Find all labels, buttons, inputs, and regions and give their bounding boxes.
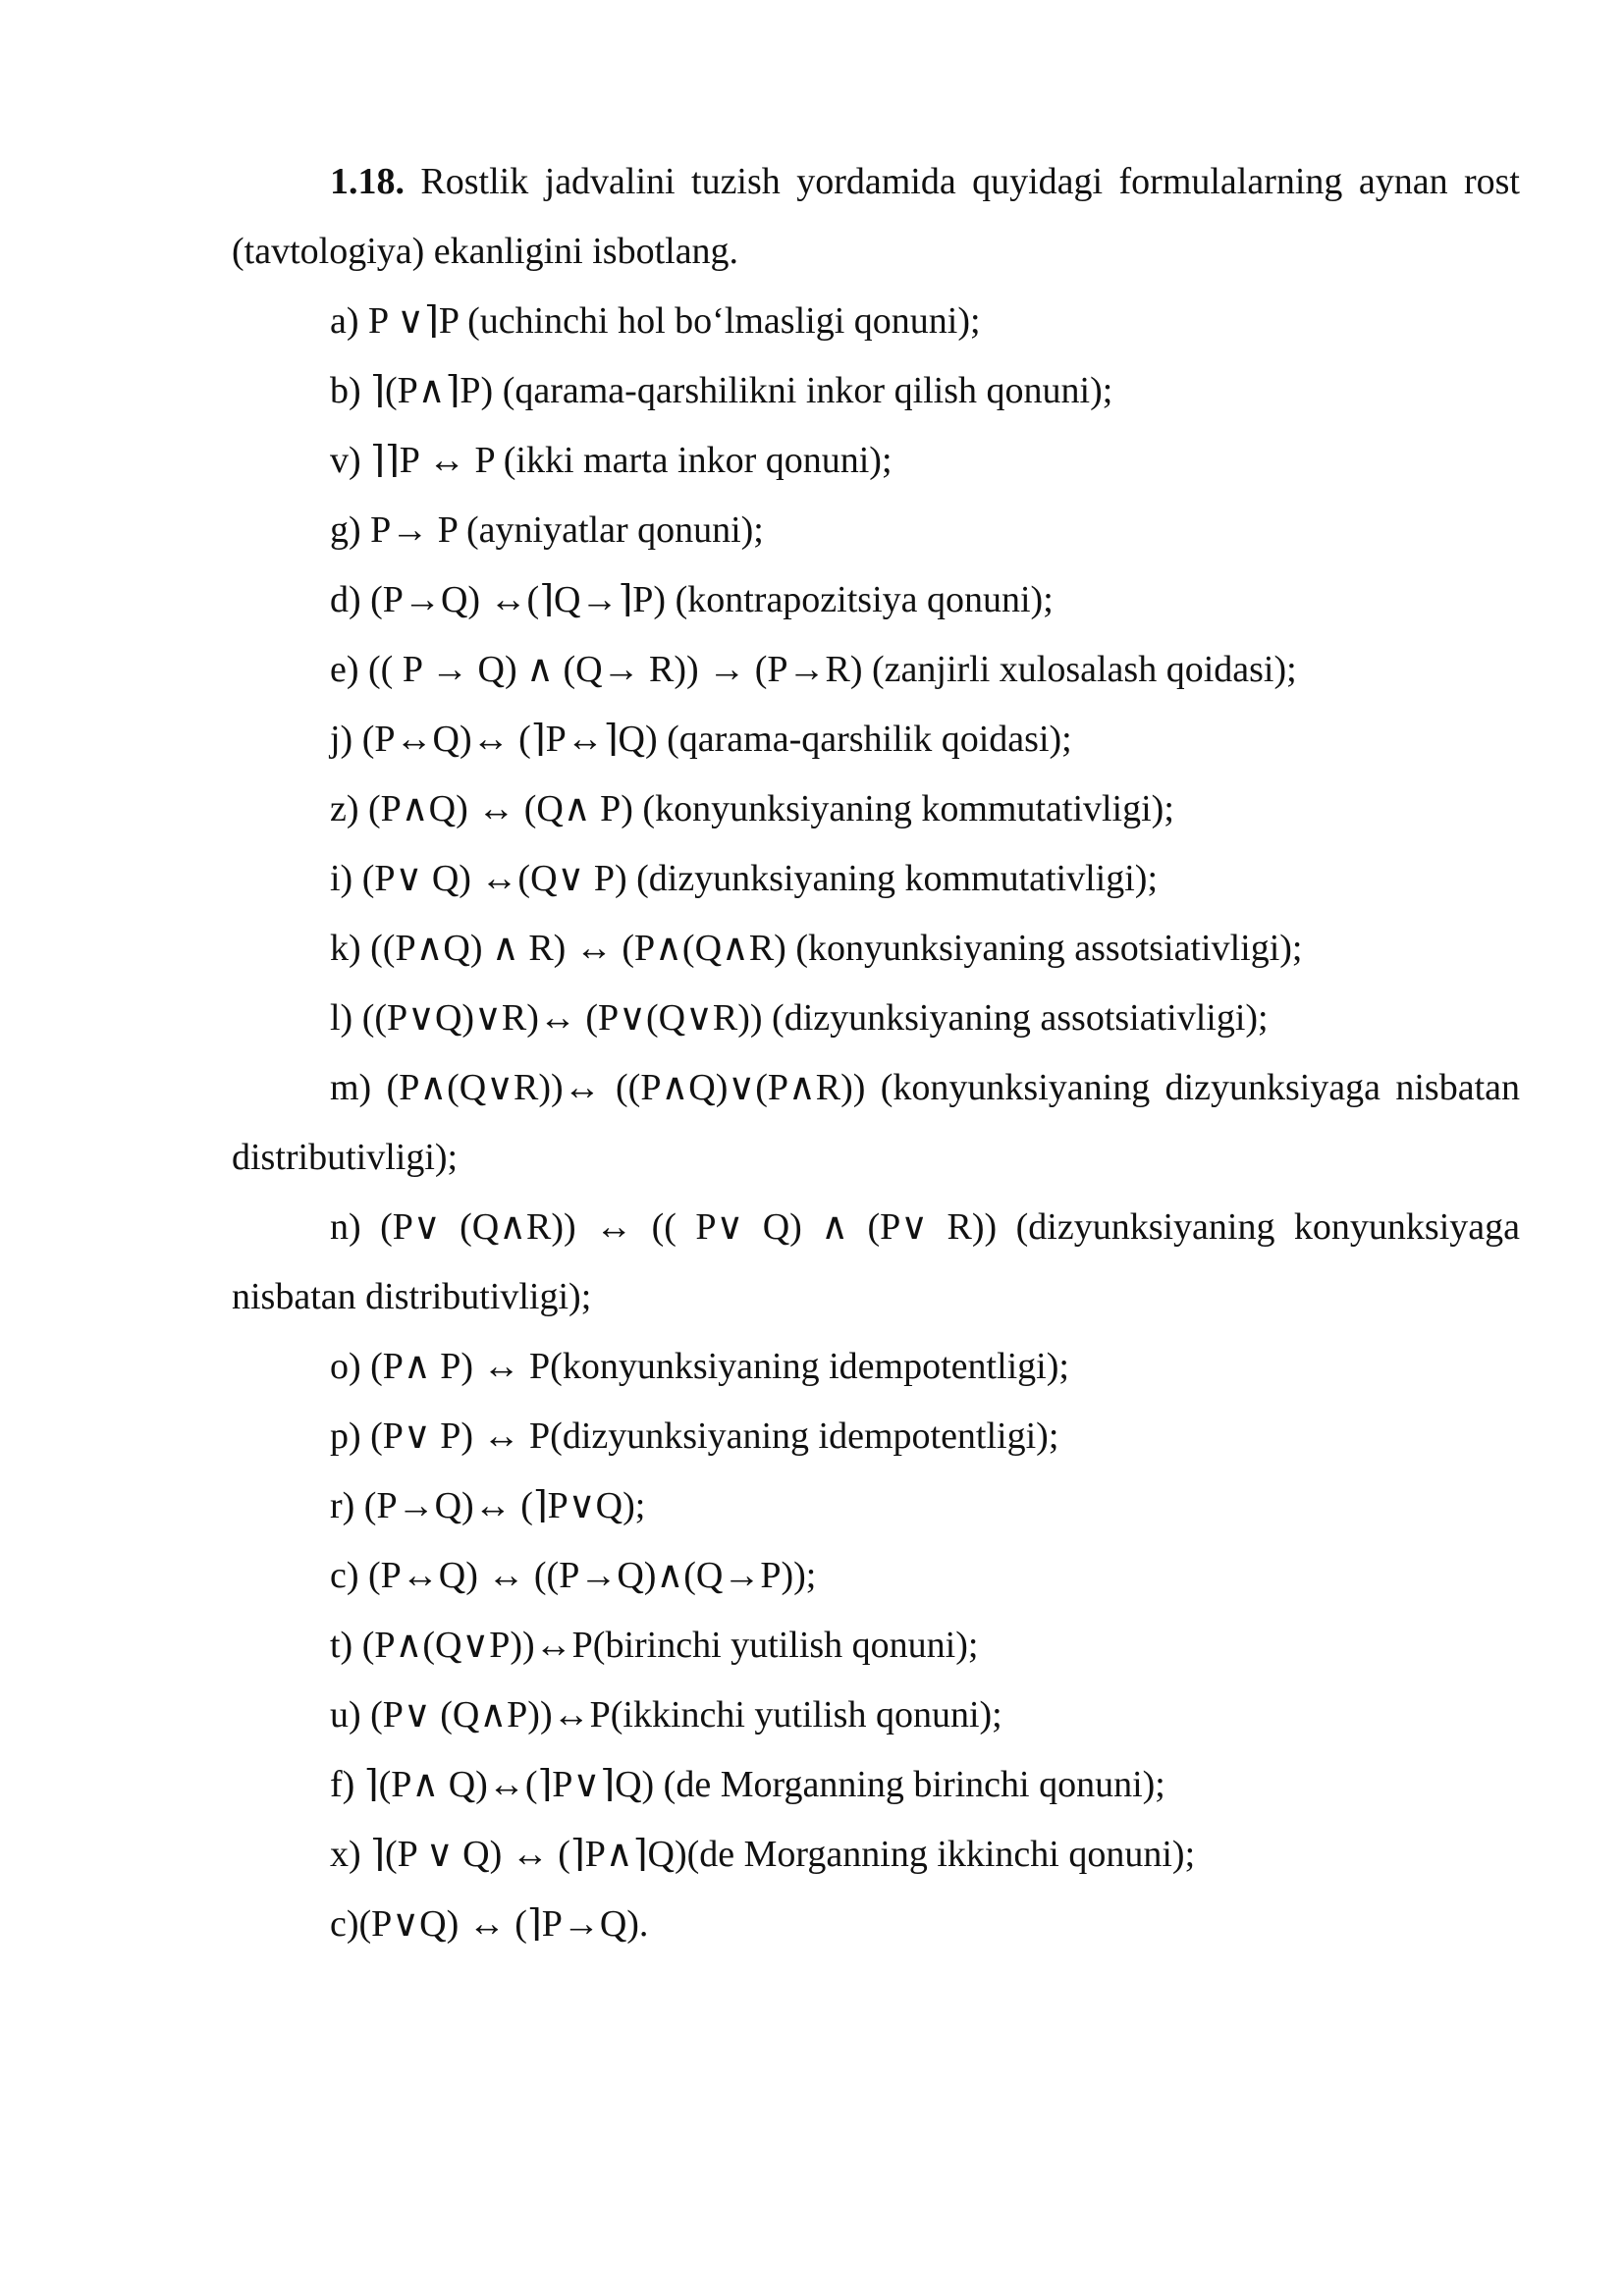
document-page	[232, 147, 1520, 1959]
exercise-text: Rostlik jadvalini tuzish yordamida quyidagi formulalarning aynan rost (tavtologiya) ekanligini isbotlang.	[232, 161, 1520, 272]
formula-item-r: r) (P→Q)↔ (⌉P∨Q);	[330, 1485, 646, 1526]
formula-item-d: d) (P→Q) ↔(⌉Q→⌉P) (kontrapozitsiya qonuni);	[330, 579, 1054, 620]
formula-item-m: m) (P∧(Q∨R))↔ ((P∧Q)∨(P∧R)) (konyunksiyaning dizyunksiyaga nisbatan distributivligi);	[232, 1067, 1520, 1178]
formula-item-c: c) (P↔Q) ↔ ((P→Q)∧(Q→P));	[330, 1555, 817, 1596]
formula-item-o: o) (P∧ P) ↔ P(konyunksiyaning idempotentligi);	[330, 1346, 1069, 1387]
formula-item-u: u) (P∨ (Q∧P))↔P(ikkinchi yutilish qonuni);	[330, 1694, 1002, 1735]
formula-item-k: k) ((P∧Q) ∧ R) ↔ (P∧(Q∧R) (konyunksiyaning assotsiativligi);	[330, 928, 1303, 969]
formula-item-f: f) ⌉(P∧ Q)↔(⌉P∨⌉Q) (de Morganning birinchi qonuni);	[330, 1764, 1165, 1805]
formula-item-c-last: c)(P∨Q) ↔ (⌉P→Q).	[330, 1903, 649, 1945]
formula-item-a: a) P ∨⌉P (uchinchi hol bo‘lmasligi qonuni);	[330, 300, 981, 342]
formula-item-t: t) (P∧(Q∨P))↔P(birinchi yutilish qonuni);	[330, 1625, 979, 1666]
formula-item-b: b) ⌉(P∧⌉P) (qarama-qarshilikni inkor qilish qonuni);	[330, 370, 1113, 411]
formula-item-e: e) (( P → Q) ∧ (Q→ R)) → (P→R) (zanjirli xulosalash qoidasi);	[330, 649, 1297, 690]
formula-item-p: p) (P∨ P) ↔ P(dizyunksiyaning idempotentligi);	[330, 1415, 1059, 1457]
formula-item-l: l) ((P∨Q)∨R)↔ (P∨(Q∨R)) (dizyunksiyaning assotsiativligi);	[330, 997, 1269, 1039]
exercise-heading	[232, 147, 1520, 287]
formula-item-g: g) P→ P (ayniyatlar qonuni);	[330, 509, 764, 551]
formula-item-v: v) ⌉⌉P ↔ P (ikki marta inkor qonuni);	[330, 440, 893, 481]
formula-item-z: z) (P∧Q) ↔ (Q∧ P) (konyunksiyaning kommutativligi);	[330, 788, 1174, 829]
formula-item-j: j) (P↔Q)↔ (⌉P↔⌉Q) (qarama-qarshilik qoidasi);	[330, 719, 1072, 760]
formula-item-n: n) (P∨ (Q∧R)) ↔ (( P∨ Q) ∧ (P∨ R)) (dizyunksiyaning konyunksiyaga nisbatan distributivligi);	[232, 1206, 1520, 1317]
formula-item-x: x) ⌉(P ∨ Q) ↔ (⌉P∧⌉Q)(de Morganning ikkinchi qonuni);	[330, 1834, 1196, 1875]
formula-item-i: i) (P∨ Q) ↔(Q∨ P) (dizyunksiyaning kommutativligi);	[330, 858, 1158, 899]
exercise-number: 1.18.	[330, 161, 405, 202]
